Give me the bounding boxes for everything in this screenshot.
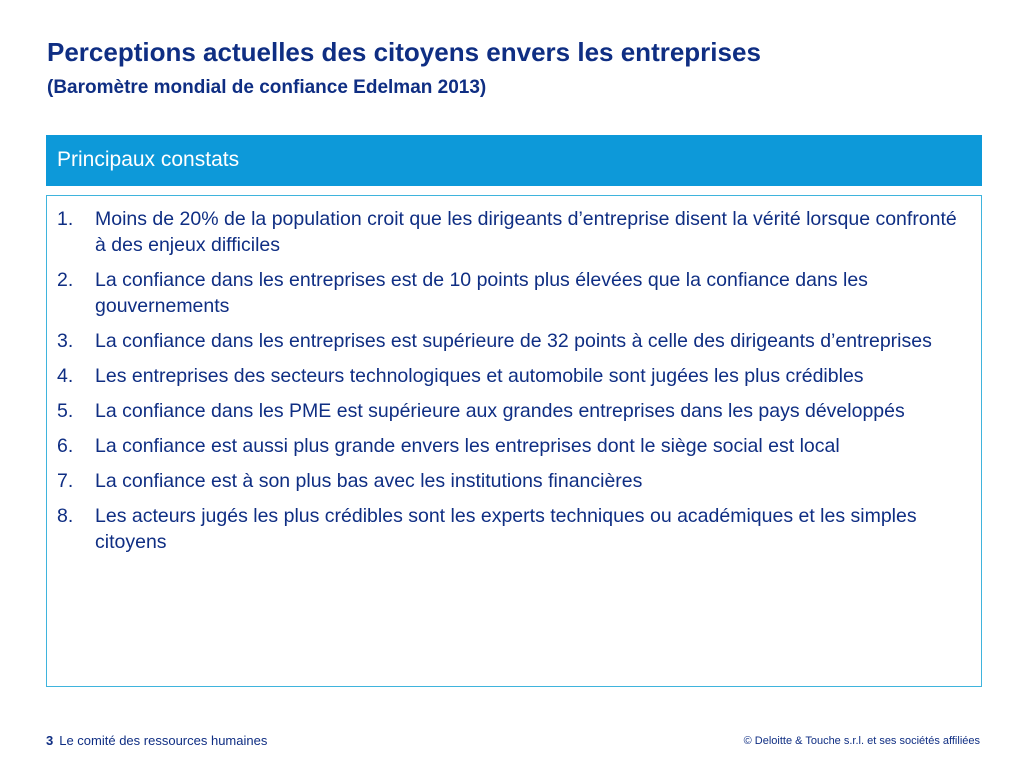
slide-subtitle: (Baromètre mondial de confiance Edelman 2013) <box>47 77 487 98</box>
finding-text: La confiance dans les entreprises est de 10 points plus élevées que la confiance dans les gouvernements <box>95 269 868 317</box>
finding-number: 3. <box>57 330 74 352</box>
finding-item <box>57 267 973 319</box>
finding-text: La confiance dans les entreprises est supérieure de 32 points à celle des dirigeants d’entreprises <box>95 330 932 352</box>
finding-text: La confiance dans les PME est supérieure aux grandes entreprises dans les pays développés <box>95 400 905 422</box>
finding-text: Moins de 20% de la population croit que les dirigeants d’entreprise disent la vérité lorsque confronté à des enjeux difficiles <box>95 208 957 256</box>
finding-number: 4. <box>57 365 74 387</box>
findings-box <box>46 195 982 687</box>
page-number: 3 <box>46 733 54 748</box>
footer-section <box>46 733 267 749</box>
finding-item <box>57 433 973 459</box>
finding-number: 2. <box>57 269 74 291</box>
finding-number: 5. <box>57 400 74 422</box>
slide-title: Perceptions actuelles des citoyens envers les entreprises <box>47 37 761 67</box>
finding-number: 7. <box>57 470 74 492</box>
finding-number: 8. <box>57 505 74 527</box>
finding-item <box>57 468 973 494</box>
finding-item <box>57 328 973 354</box>
finding-text: Les entreprises des secteurs technologiques et automobile sont jugées les plus crédibles <box>95 365 864 387</box>
finding-item <box>57 503 973 555</box>
findings-heading: Principaux constats <box>57 148 240 171</box>
finding-item <box>57 398 973 424</box>
footer-section-label: Le comité des ressources humaines <box>59 733 268 748</box>
findings-banner <box>46 135 982 186</box>
finding-number: 1. <box>57 208 74 230</box>
finding-item <box>57 206 973 258</box>
finding-text: Les acteurs jugés les plus crédibles sont les experts techniques ou académiques et les simples citoyens <box>95 505 917 553</box>
findings-list <box>57 206 973 564</box>
finding-item <box>57 363 973 389</box>
copyright-notice: © Deloitte & Touche s.r.l. et ses sociétés affiliées <box>743 735 980 747</box>
finding-text: La confiance est aussi plus grande envers les entreprises dont le siège social est local <box>95 435 840 457</box>
finding-text: La confiance est à son plus bas avec les institutions financières <box>95 470 643 492</box>
finding-number: 6. <box>57 435 74 457</box>
